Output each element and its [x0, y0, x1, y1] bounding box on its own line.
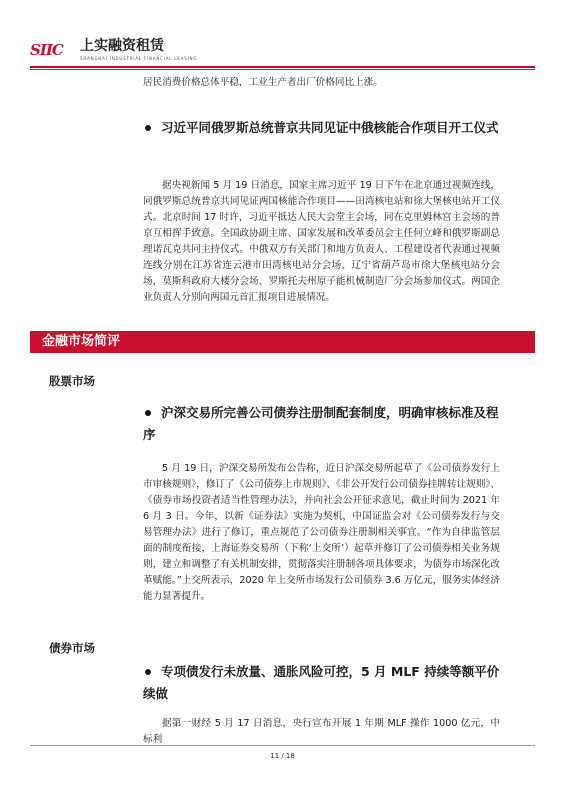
- subsection-bond-market: 债券市场: [49, 641, 95, 655]
- article1-title: 习近平同俄罗斯总统普京共同见证中俄核能合作项目开工仪式: [161, 120, 499, 135]
- header-rule-thin: [30, 69, 535, 70]
- footer-rule: [30, 745, 535, 746]
- page-number: 11 / 18: [270, 752, 295, 760]
- bond-article-body: 据第一财经 5 月 17 日消息，央行宣布开展 1 年期 MLF 操作 1000 亿元，中标利: [143, 718, 500, 745]
- intro-paragraph-tail: 居民消费价格总体平稳，工业生产者出厂价格同比上涨。: [143, 77, 383, 88]
- section-banner-financial-market: [30, 331, 535, 353]
- article1-body: 据央视新闻 5 月 19 日消息，国家主席习近平 19 日下午在北京通过视频连线，同俄罗斯总统普京共同见证两国核能合作项目——田湾核电站和徐大堡核电站开工仪式。北京时间 17 时许，习近平抵达人民大会堂主会场，同在克里姆林宫主会场的普京互相挥手致意。全国政协副主席、国家发展和改革委员会主任何立峰和俄罗斯副总理诺瓦克共同主持仪式。中俄双方有关部门和地方负责人、工程建设者代表通过视频连线分别在江苏省连云港市田湾核电站分会场、辽宁省葫芦岛市徐大堡核电站分会场，莫斯科政府大楼分会场、罗斯托夫州原子能机械制造厂分会场参加仪式。两国企业负责人分别向两国元首汇报项目进展情况。: [143, 180, 500, 303]
- header-rule: [30, 66, 535, 68]
- company-name-en: SHANGHAI INDUSTRIAL FINANCIAL LEASING: [80, 56, 198, 61]
- section-title: 金融市场简评: [42, 334, 121, 349]
- stock-article-body: 5 月 19 日，沪深交易所发布公告称，近日沪深交易所起草了《公司债券发行上市审核规则》，修订了《公司债券上市规则》、《非公开发行公司债券挂牌转让规则》、《债券市场投资者适当性管理办法》，并向社会公开征求意见，截止时间为 2021 年 6 月 3 日。今年，以新《证券法》实施为契机，中国证监会对《公司债券发行与交易管理办法》进行了修订，重点规范了公司债券注册制相关事宜。“作为自律监管层面的制度衔接，上海证券交易所（下称‘上交所’）起草并修订了公司债券相关业务规则，建立和调整了有关机制安排，贯彻落实注册制各项具体要求，为债券市场深化改革赋能。”上交所表示，2020 年上交所市场发行公司债券 3.6 万亿元，服务实体经济能力显著提升。: [143, 463, 500, 602]
- company-name-cn: 上实融资租赁: [80, 38, 164, 54]
- bond-article-title: 专项债发行未放量、通胀风险可控，5 月 MLF 持续等额平价续做: [143, 664, 500, 701]
- subsection-stock-market: 股票市场: [49, 374, 95, 388]
- stock-article-title: 沪深交易所完善公司债券注册制配套制度，明确审核标准及程序: [143, 405, 499, 442]
- logo-mark: SIIC: [30, 41, 63, 59]
